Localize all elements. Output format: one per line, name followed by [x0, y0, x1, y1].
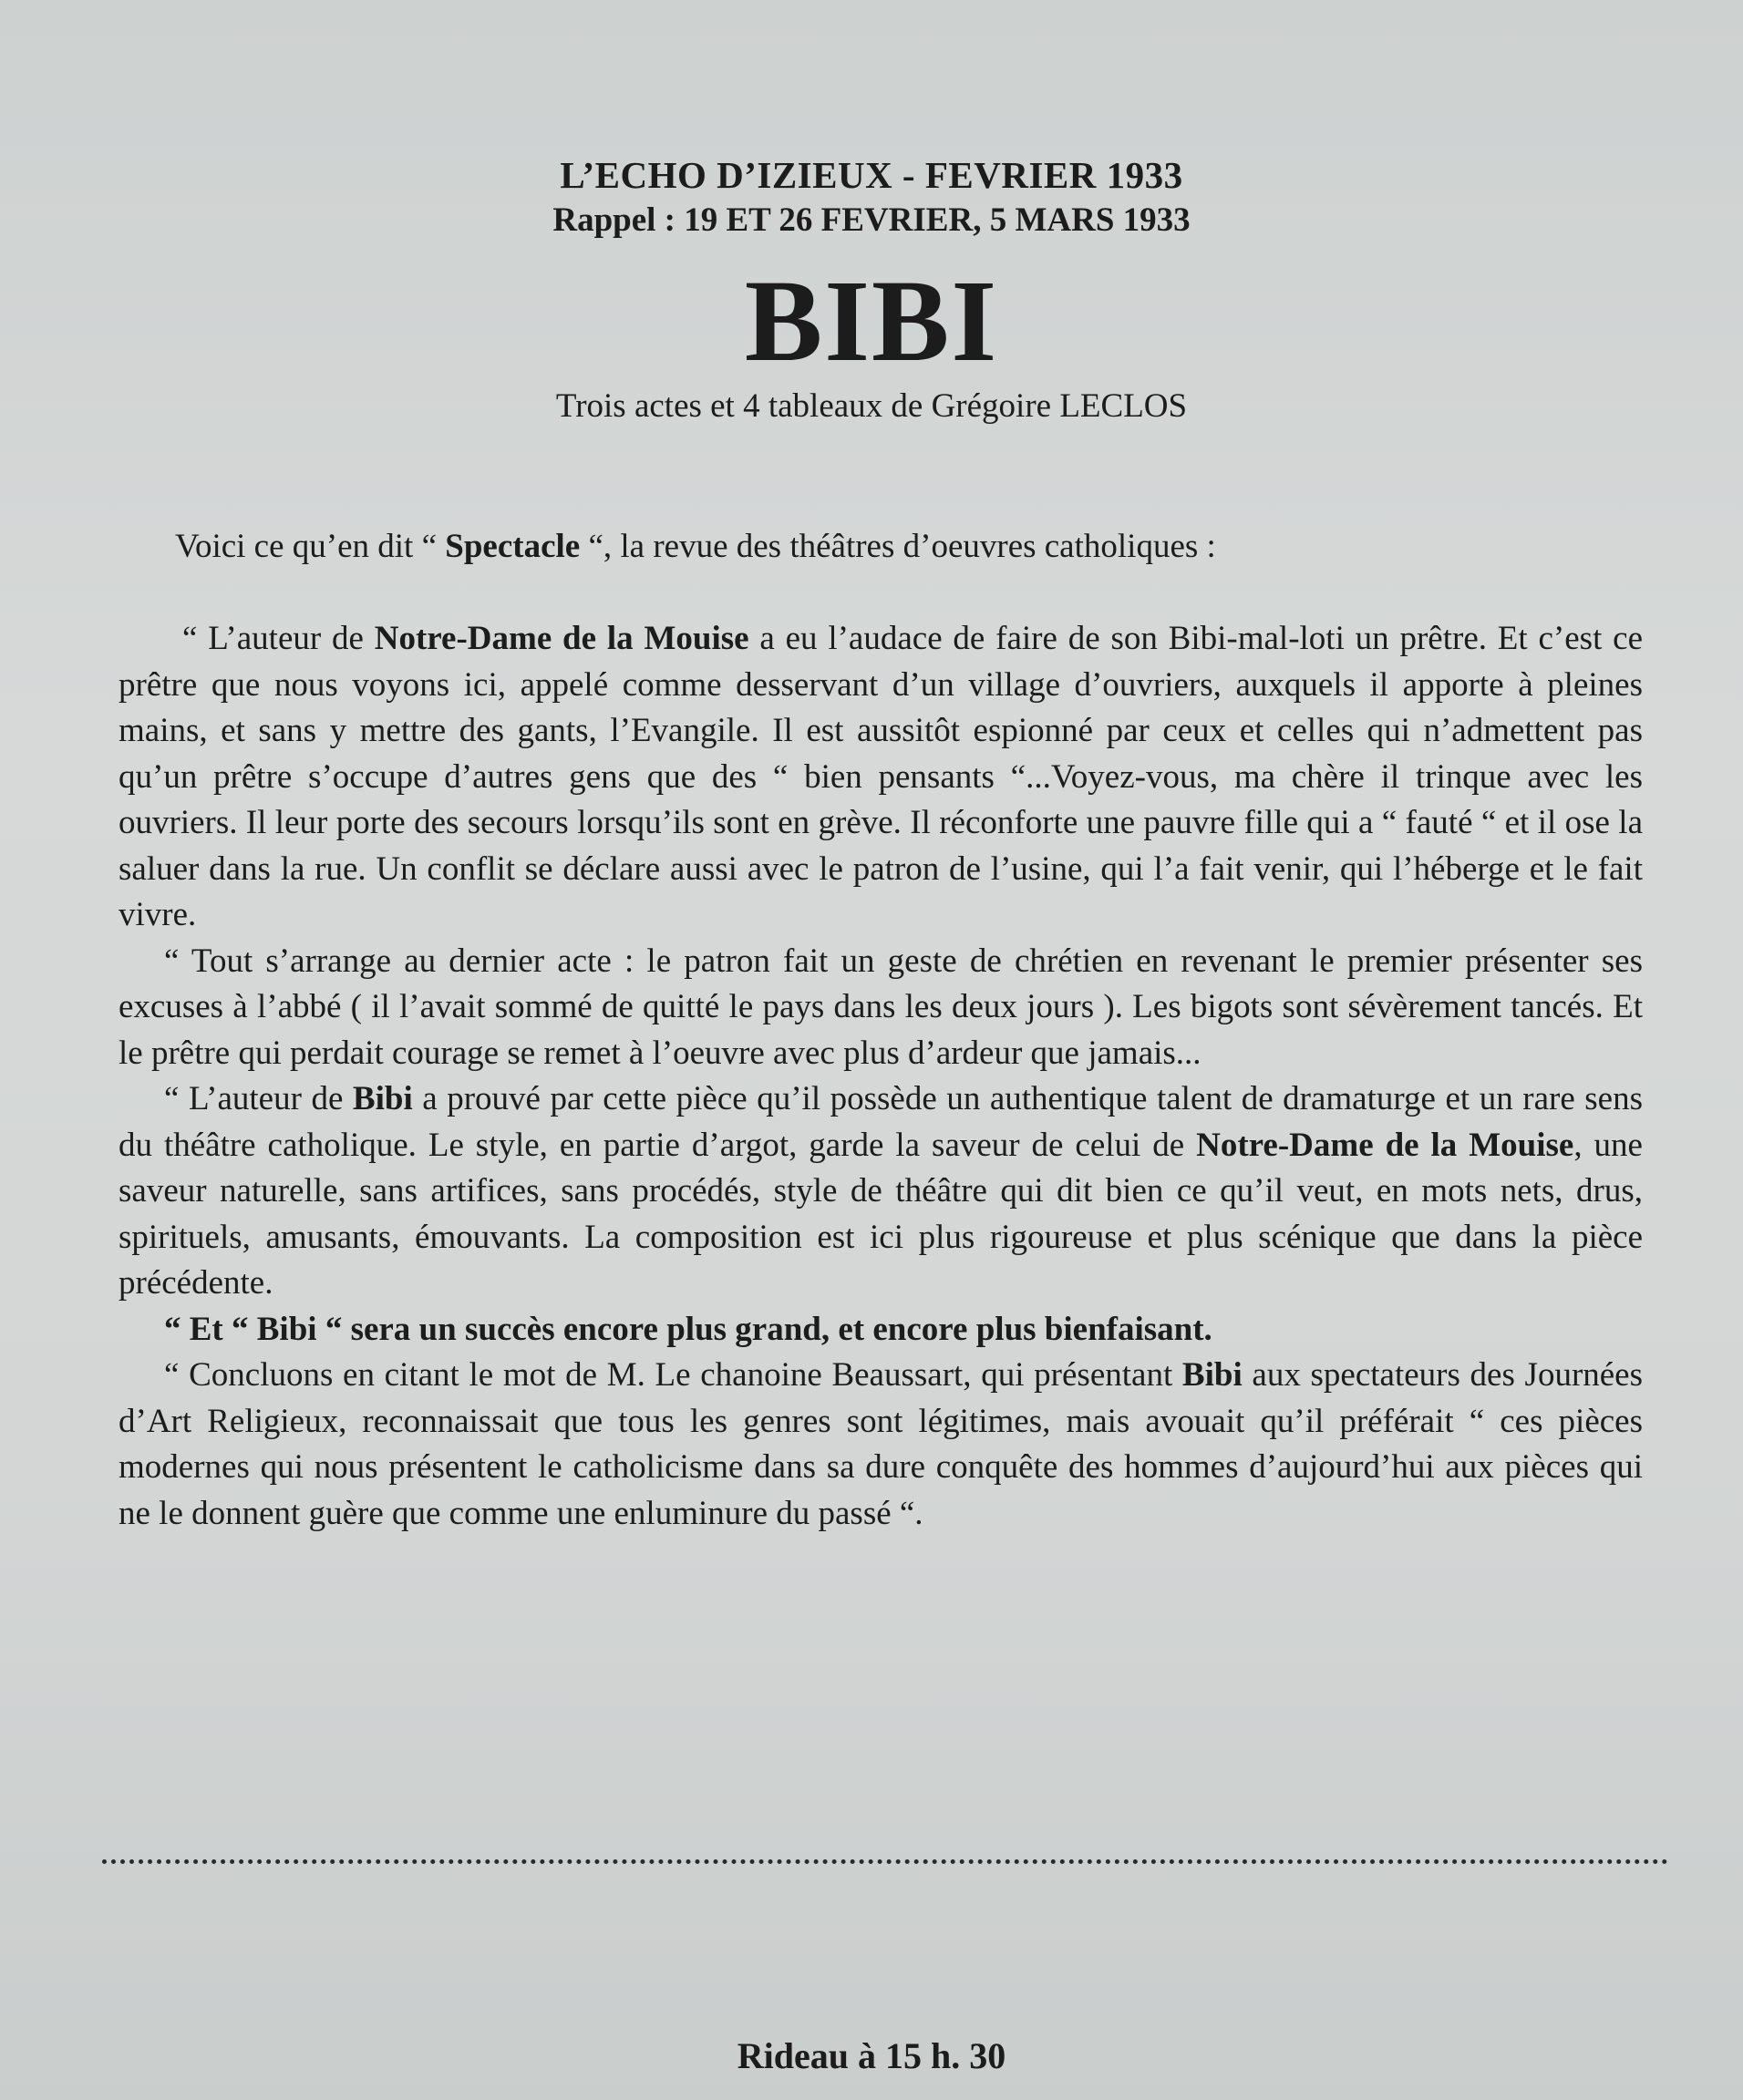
p3-b: Bibi: [352, 1080, 413, 1117]
paragraph-1: [119, 616, 1643, 939]
intro-before: Voici ce qu’en dit “: [175, 528, 446, 565]
p5-b: Bibi: [1181, 1356, 1243, 1394]
p3-a: “ L’auteur de: [164, 1080, 353, 1117]
p5-a: “ Concluons en citant le mot de M. Le chanoine Beaussart, qui présentant: [164, 1356, 1182, 1394]
paragraph-3: [119, 1076, 1643, 1307]
p3-c: a prouvé par cette pièce qu’il possède un authentique talent de dramaturge et un rare sens du théâtre catholique. Le style, en partie d’argot, garde la saveur de celui de: [119, 1080, 1643, 1164]
dotted-divider: [102, 1859, 1668, 1864]
paragraph-5: [119, 1353, 1643, 1537]
reminder-dates: Rappel : 19 ET 26 FEVRIER, 5 MARS 1933: [552, 201, 1191, 239]
p1-c: a eu l’audace de faire de son Bibi-mal-loti un prêtre. Et c’est ce prêtre que nous voyons ici, appelé comme desservant d’un village d’ouvriers, auxquels il apporte à pleines mains, et sans y mettre des gants, l’Evangile. Il est aussitôt espionné par ceux et celles qui n’admettent pas qu’un prêtre s’occupe d’autres gens que des “ bien pensants “...Voyez-vous, ma chère il trinque avec les ouvriers. Il leur porte des secours lorsqu’ils sont en grève. Il réconforte une pauvre fille qui a “ fauté “ et il ose la saluer dans la rue. Un conflit se déclare aussi avec le patron de l’usine, qui l’a fait venir, qui l’héberge et le fait vivre.: [119, 620, 1643, 933]
p3-d: Notre-Dame de la Mouise: [1196, 1126, 1574, 1164]
review-body: [119, 616, 1643, 1537]
intro-line: [175, 527, 1670, 566]
curtain-time: Rideau à 15 h. 30: [737, 2035, 1006, 2076]
paragraph-2: “ Tout s’arrange au dernier acte : le patron fait un geste de chrétien en revenant le premier présenter ses excuses à l’abbé ( il l’avait sommé de quitté le pays dans les deux jours ). Les bigots sont sévèrement tancés. Et le prêtre qui perdait courage se remet à l’oeuvre avec plus d’ardeur que jamais...: [119, 942, 1643, 1072]
intro-bold: Spectacle: [445, 528, 581, 565]
play-title: BIBI: [744, 256, 999, 386]
p5-c: aux spectateurs des Journées d’Art Religieux, reconnaissait que tous les genres sont légitimes, mais avouait qu’il préférait “ ces pièces modernes qui nous présentent le catholicisme dans sa dure conquête des hommes d’aujourd’hui aux pièces qui ne le donnent guère que comme une enluminure du passé “.: [119, 1356, 1644, 1532]
p3-e: , une saveur naturelle, sans artifices, sans procédés, style de théâtre qui dit bien ce qu’il veut, en mots nets, drus, spirituels, amusants, émouvants. La composition est ici plus rigoureuse et plus scénique que dans la pièce précédente.: [119, 1126, 1643, 1302]
intro-after: “, la revue des théâtres d’oeuvres catholiques :: [580, 528, 1216, 565]
newspaper-header: L’ECHO D’IZIEUX - FEVRIER 1933: [560, 154, 1183, 196]
play-subtitle: Trois actes et 4 tableaux de Grégoire LECLOS: [555, 387, 1188, 425]
paragraph-4: “ Et “ Bibi “ sera un succès encore plus grand, et encore plus bienfaisant.: [164, 1310, 1212, 1348]
p1-a: “ L’auteur de: [182, 620, 375, 657]
p1-b: Notre-Dame de la Mouise: [374, 620, 749, 657]
